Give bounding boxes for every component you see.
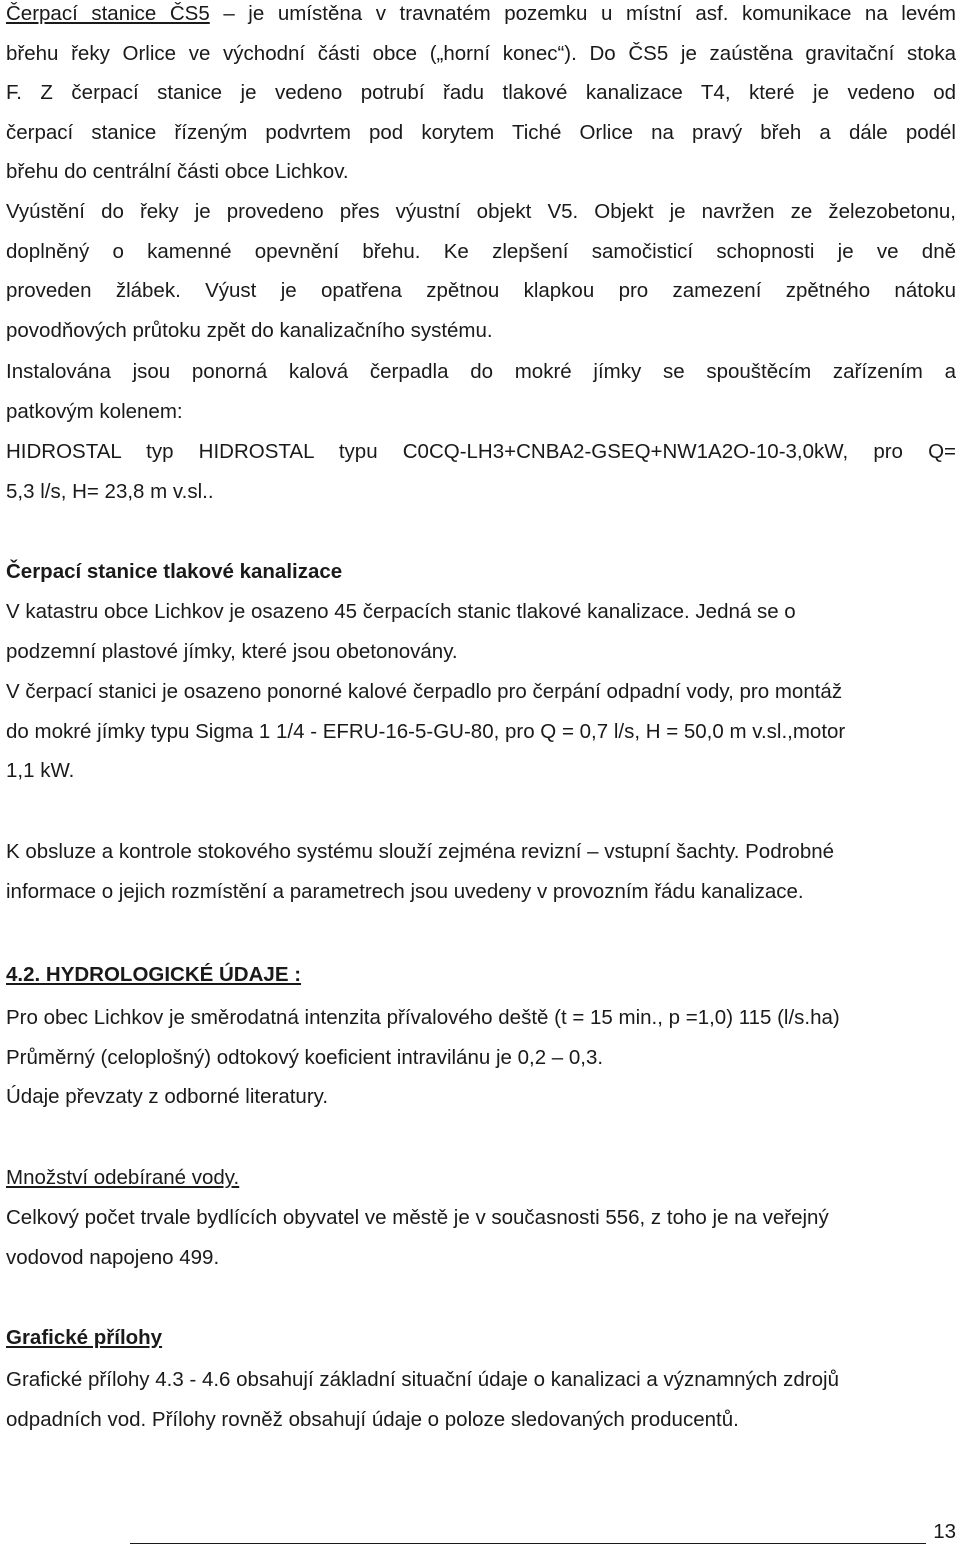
text-line: břehu řeky Orlice ve východní části obce („horní konec“). Do ČS5 je zaústěna gravitační stoka [6,41,956,65]
section-tlakova-kanalizace [6,552,956,592]
text-line: Pro obec Lichkov je směrodatná intenzita přívalového deště (t = 15 min., p =1,0) 115 (l/s.ha) [6,1006,840,1029]
text-line: proveden žlábek. Výust je opatřena zpětnou klapkou pro zamezení zpětného nátoku [6,279,956,302]
text-line: HIDROSTAL typ HIDROSTAL typu C0CQ-LH3+CNBA2-GSEQ+NW1A2O-10-3,0kW, pro Q= [6,440,956,463]
text-line: vodovod napojeno 499. [6,1245,220,1269]
paragraph-cs5 [6,0,956,192]
text-line: 5,3 l/s, H= 23,8 m v.sl.. [6,479,214,503]
text-line: Instalována jsou ponorná kalová čerpadla do mokré jímky se spouštěcím zařízením a [6,360,956,383]
page-number: 13 [933,1520,956,1543]
paragraph-hidrostal [6,432,956,511]
text-line: břehu do centrální části obce Lichkov. [6,160,349,183]
text-line: Grafické přílohy 4.3 - 4.6 obsahují základní situační údaje o kanalizaci a významných zdrojů [6,1368,839,1391]
text-line: Celkový počet trvale bydlících obyvatel ve městě je v současnosti 556, z toho je na veřejný [6,1206,829,1229]
text-line: odpadních vod. Přílohy rovněž obsahují údaje o poloze sledovaných producentů. [6,1407,739,1431]
text-line: patkovým kolenem: [6,399,183,423]
text-line: čerpací stanice řízeným podvrtem pod korytem Tiché Orlice na pravý břeh a dále podél [6,120,956,144]
section-mnozstvi-vody [6,1158,956,1198]
text-line: podzemní plastové jímky, které jsou obetonovány. [6,639,458,663]
text-line: K obsluze a kontrole stokového systému slouží zejména revizní – vstupní šachty. Podrobné [6,840,835,863]
paragraph-obyvatele [6,1198,956,1277]
text-line: Údaje převzaty z odborné literatury. [6,1085,329,1108]
text-line: Průměrný (celoplošný) odtokový koeficient intravilánu je 0,2 – 0,3. [6,1045,604,1069]
text-line: F. Z čerpací stanice je vedeno potrubí řadu tlakové kanalizace T4, které je vedeno od [6,81,956,104]
text-line: informace o jejich rozmístění a parametrech jsou uvedeny v provozním řádu kanalizace. [6,879,804,903]
text-line: doplněný o kamenné opevnění břehu. Ke zlepšení samočisticí schopnosti je ve dně [6,239,956,263]
text-line: V čerpací stanici je osazeno ponorné kalové čerpadlo pro čerpání odpadní vody, pro montáž [6,680,843,703]
section-heading: Množství odebírané vody. [6,1166,240,1189]
section-heading: Čerpací stanice tlakové kanalizace [6,560,343,583]
section-hydrologicke-udaje [6,955,956,995]
text-span: – je umístěna v travnatém pozemku u místní asf. komunikace na levém [209,2,956,25]
underlined-term: Čerpací stanice ČS5 [6,2,210,25]
text-line: V katastru obce Lichkov je osazeno 45 čerpacích stanic tlakové kanalizace. Jedná se o [6,600,796,623]
paragraph-instalovana [6,352,956,431]
paragraph-obsluha [6,832,956,911]
paragraph-vyusteni [6,192,956,350]
text-line [6,0,956,34]
text-line: Vyústění do řeky je provedeno přes výustní objekt V5. Objekt je navržen ze železobetonu, [6,200,956,223]
text-line: povodňových průtoku zpět do kanalizačního systému. [6,318,493,342]
paragraph-katastr [6,592,956,671]
footer-rule [130,1543,926,1544]
section-heading: Grafické přílohy [6,1326,163,1349]
paragraph-prilohy [6,1360,956,1439]
text-line: 1,1 kW. [6,759,75,782]
paragraph-cerpadlo [6,672,956,791]
text-line: do mokré jímky typu Sigma 1 1/4 - EFRU-16-5-GU-80, pro Q = 0,7 l/s, H = 50,0 m v.sl.,motor [6,719,846,743]
section-graficke-prilohy [6,1318,956,1358]
paragraph-hydro [6,998,956,1117]
section-heading: 4.2. HYDROLOGICKÉ ÚDAJE : [6,963,302,986]
